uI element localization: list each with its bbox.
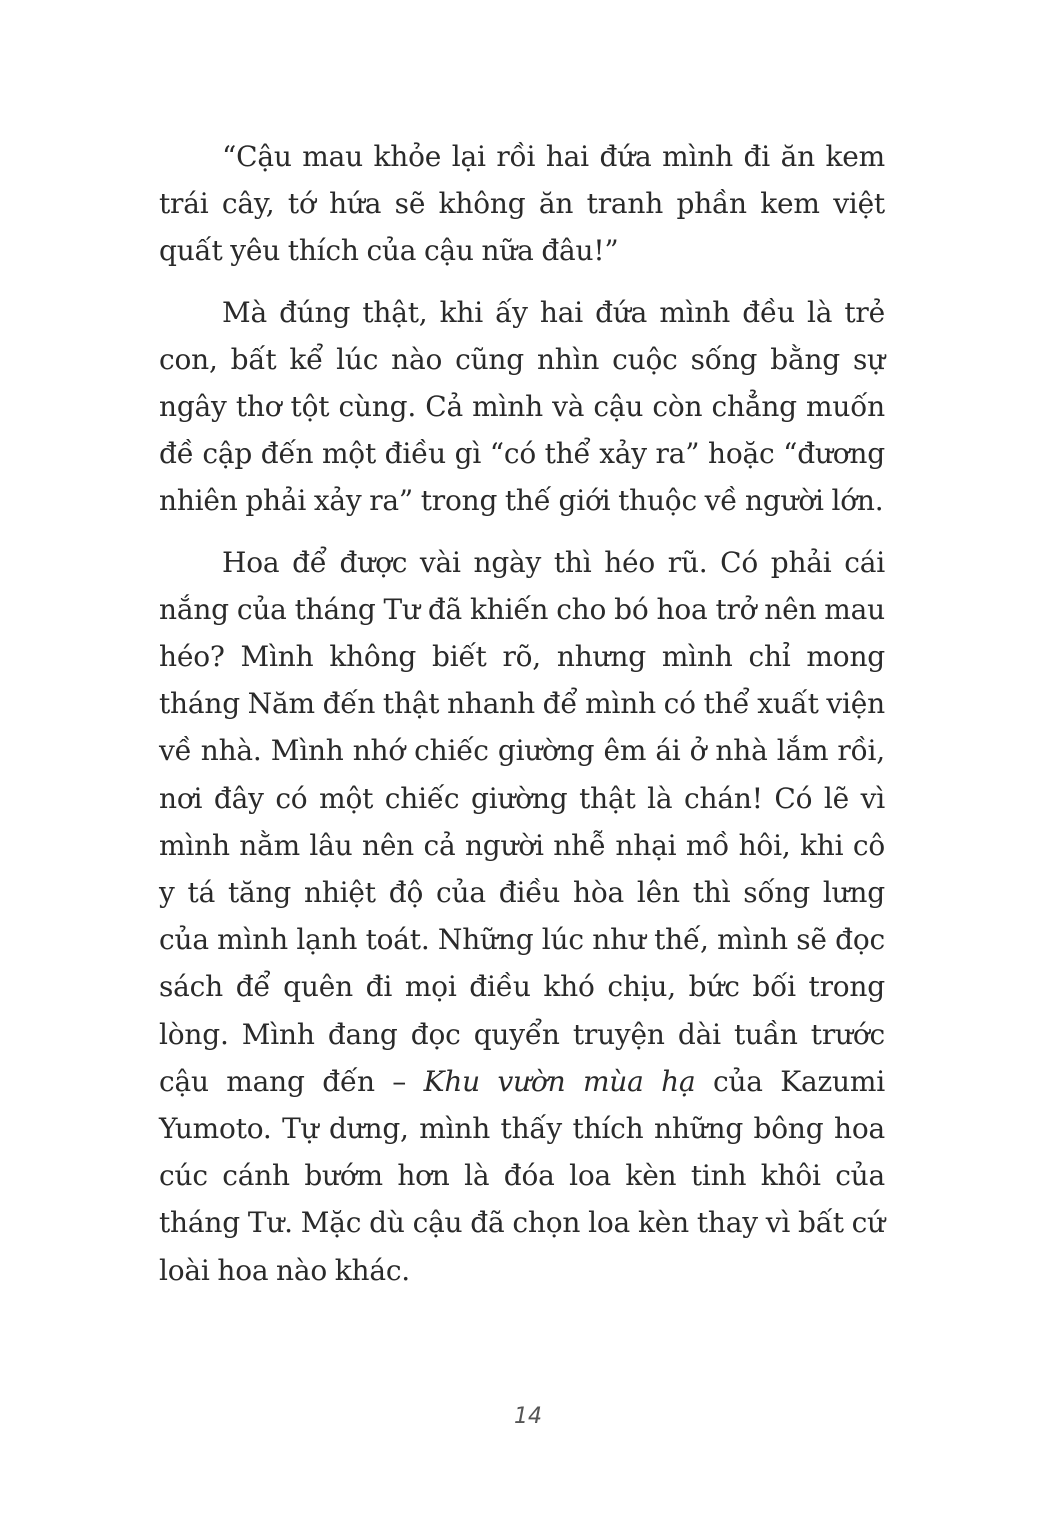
paragraph-promise: “Cậu mau khỏe lại rồi hai đứa mình đi ăn kem trái cây, tớ hứa sẽ không ăn tranh phần kem việt quất yêu thích của cậu nữa đâu!” <box>159 140 885 268</box>
page-number: 14 <box>514 1404 542 1429</box>
paragraph-flowers-text-after: của Kazumi Yumoto. Tự dưng, mình thấy thích những bông hoa cúc cánh bướm hơn là đóa loa kèn tinh khôi của tháng Tư. Mặc dù cậu đã chọn loa kèn thay vì bất cứ loài hoa nào khác. <box>159 1064 885 1287</box>
paragraph-childhood: Mà đúng thật, khi ấy hai đứa mình đều là trẻ con, bất kể lúc nào cũng nhìn cuộc sống bằng sự ngây thơ tột cùng. Cả mình và cậu còn chẳng muốn đề cập đến một điều gì “có thể xảy ra” hoặc “đương nhiên phải xảy ra” trong thế giới thuộc về người lớn. <box>159 295 885 518</box>
book-title: Khu vườn mùa hạ <box>423 1064 696 1098</box>
paragraph-flowers <box>159 539 885 1294</box>
page-body <box>159 133 885 1308</box>
paragraph-flowers-text-before: Hoa để được vài ngày thì héo rũ. Có phải cái nắng của tháng Tư đã khiến cho bó hoa trở nên mau héo? Mình không biết rõ, nhưng mình chỉ mong tháng Năm đến thật nhanh để mình có thể xuất viện về nhà. Mình nhớ chiếc giường êm ái ở nhà lắm rồi, nơi đây có một chiếc giường thật là chán! Có lẽ vì mình nằm lâu nên cả người nhễ nhại mồ hôi, khi cô y tá tăng nhiệt độ của điều hòa lên thì sống lưng của mình lạnh toát. Những lúc như thế, mình sẽ đọc sách để quên đi mọi điều khó chịu, bức bối trong lòng. Mình đang đọc quyển truyện dài tuần trước cậu mang đến – <box>159 545 885 1098</box>
